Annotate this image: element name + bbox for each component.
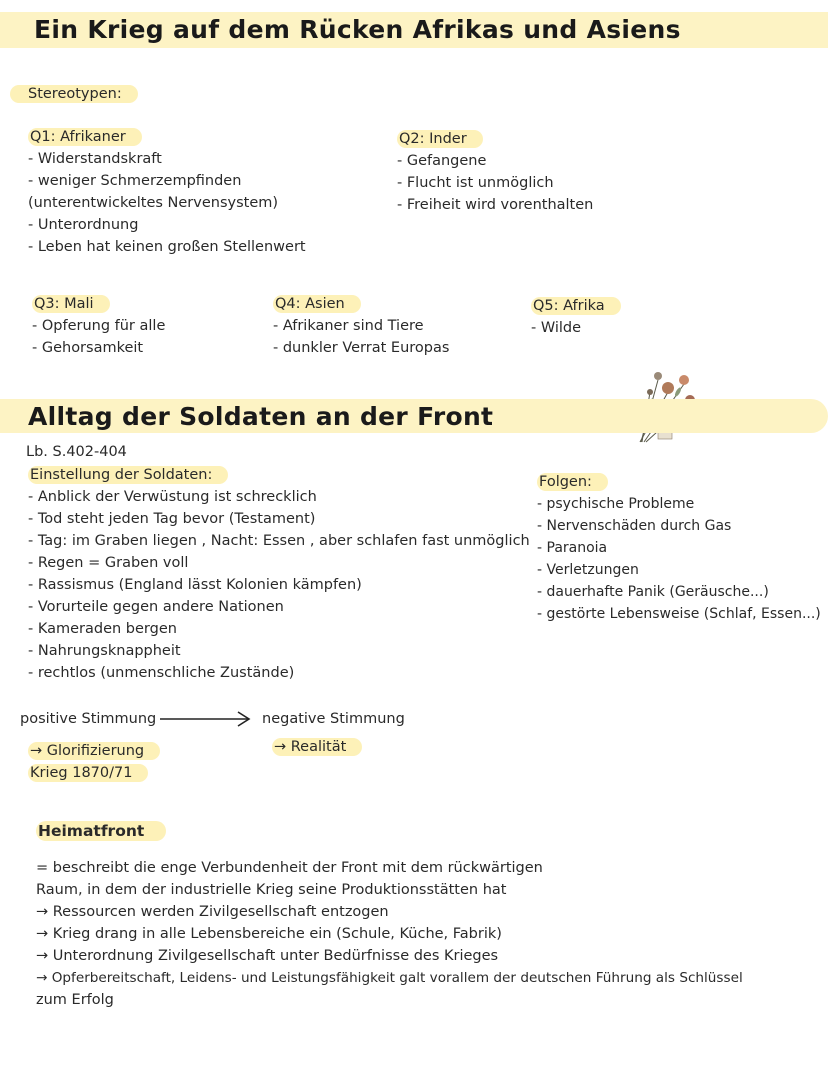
list-item: - Afrikaner sind Tiere: [273, 318, 424, 334]
list-item: - Wilde: [531, 320, 582, 336]
q5-title: Q5: Afrika: [531, 297, 621, 315]
list-item: - Nahrungsknappheit: [28, 643, 181, 659]
positive-mood-label: positive Stimmung: [20, 711, 157, 727]
list-item: - weniger Schmerzempfinden: [28, 173, 242, 189]
list-item: - psychische Probleme: [537, 496, 695, 512]
list-item: - Tod steht jeden Tag bevor (Testament): [28, 511, 316, 527]
list-item: - Leben hat keinen großen Stellenwert: [28, 239, 306, 255]
list-item: - Opferung für alle: [32, 318, 166, 334]
text-line: → Krieg drang in alle Lebensbereiche ein (Schule, Küche, Fabrik): [36, 926, 502, 942]
list-item: - gestörte Lebensweise (Schlaf, Essen...): [537, 606, 821, 622]
list-item: - Paranoia: [537, 540, 608, 556]
realitaet-label: → Realität: [272, 736, 362, 758]
text-line: = beschreibt die enge Verbundenheit der Front mit dem rückwärtigen: [36, 860, 543, 876]
text-line: zum Erfolg: [36, 992, 114, 1008]
list-item: - dunkler Verrat Europas: [273, 340, 450, 356]
list-item: - Anblick der Verwüstung ist schrecklich: [28, 489, 317, 505]
list-item: - Kameraden bergen: [28, 621, 177, 637]
arrow-right-icon: [160, 710, 252, 728]
war-1870-label: Krieg 1870/71: [28, 764, 148, 782]
list-item: - Unterordnung: [28, 217, 139, 233]
list-item: - rechtlos (unmenschliche Zustände): [28, 665, 295, 681]
text-line: → Opferbereitschaft, Leidens- und Leistungsfähigkeit galt vorallem der deutschen Führung als Schlüssel: [36, 970, 743, 986]
list-item: - Freiheit wird vorenthalten: [397, 197, 594, 213]
einstellung-title: Einstellung der Soldaten:: [28, 466, 228, 484]
q1-block: [28, 126, 306, 258]
text-line: → Unterordnung Zivilgesellschaft unter Bedürfnisse des Krieges: [36, 948, 499, 964]
folgen-title: Folgen:: [537, 473, 608, 491]
heimatfront-heading: Heimatfront: [36, 820, 166, 843]
list-item: - Gefangene: [397, 153, 487, 169]
q4-block: [273, 293, 449, 359]
page-title: Ein Krieg auf dem Rücken Afrikas und Asiens: [34, 15, 681, 44]
folgen-block: [537, 471, 821, 625]
text-line: → Ressourcen werden Zivilgesellschaft entzogen: [36, 904, 389, 920]
list-item: - Widerstandskraft: [28, 151, 162, 167]
einstellung-block: [28, 464, 530, 684]
stereotypes-label: Stereotypen:: [10, 83, 138, 105]
text-line: Raum, in dem der industrielle Krieg seine Produktionsstätten hat: [36, 882, 507, 898]
list-item: - Nervenschäden durch Gas: [537, 518, 732, 534]
list-item: - Regen = Graben voll: [28, 555, 189, 571]
list-item: - Rassismus (England lässt Kolonien kämpfen): [28, 577, 362, 593]
negative-mood-label: negative Stimmung: [262, 711, 405, 727]
list-item: - Verletzungen: [537, 562, 639, 578]
heimatfront-text: [36, 857, 743, 1011]
list-item: - dauerhafte Panik (Geräusche...): [537, 584, 769, 600]
q5-block: [531, 295, 621, 339]
q2-block: [397, 128, 593, 216]
q3-block: [32, 293, 165, 359]
list-item: - Tag: im Graben liegen , Nacht: Essen , aber schlafen fast unmöglich: [28, 533, 530, 549]
list-item: - Gehorsamkeit: [32, 340, 144, 356]
section-title: Alltag der Soldaten an der Front: [28, 402, 494, 431]
list-item: - Vorurteile gegen andere Nationen: [28, 599, 284, 615]
q2-title: Q2: Inder: [397, 130, 483, 148]
q3-title: Q3: Mali: [32, 295, 110, 313]
q1-title: Q1: Afrikaner: [28, 128, 142, 146]
glorifizierung-block: [28, 740, 160, 784]
list-item: (unterentwickeltes Nervensystem): [28, 195, 279, 211]
list-item: - Flucht ist unmöglich: [397, 175, 554, 191]
q4-title: Q4: Asien: [273, 295, 361, 313]
glorifizierung-label: → Glorifizierung: [28, 742, 160, 760]
textbook-reference: Lb. S.402-404: [26, 444, 127, 460]
